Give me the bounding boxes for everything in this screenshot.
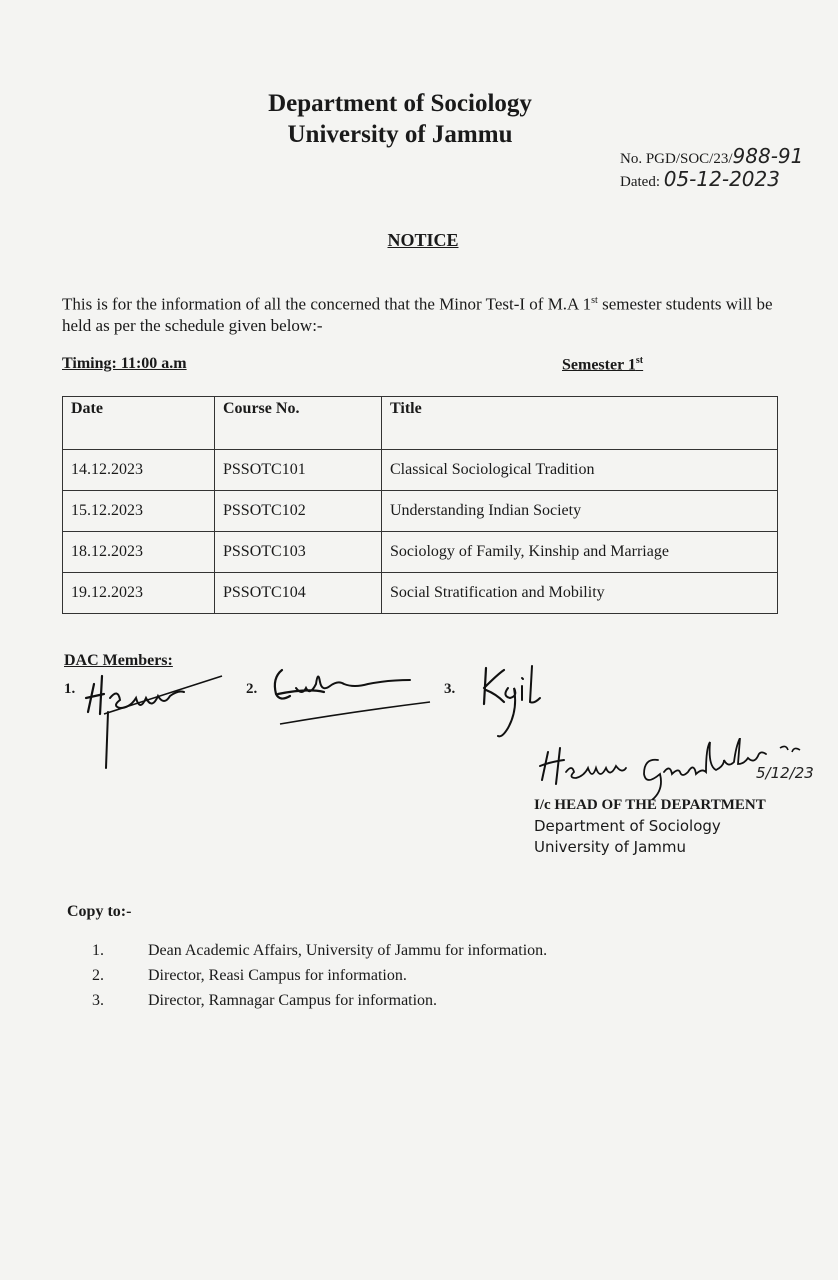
list-text: Director, Ramnagar Campus for information.	[148, 992, 438, 1009]
intro-text-end: semester students will be held as per the schedule given below:-	[62, 294, 773, 335]
reference-label: No. PGD/SOC/23/	[620, 151, 733, 167]
notice-title: NOTICE	[387, 230, 459, 250]
member-3-signature	[474, 660, 554, 750]
table-row	[63, 450, 778, 491]
list-item	[92, 938, 547, 963]
table-row	[63, 491, 778, 532]
header-date: Date	[63, 397, 215, 450]
member-number: 3.	[444, 681, 456, 697]
list-number: 3.	[92, 992, 104, 1009]
cell-date: 15.12.2023	[63, 491, 215, 532]
reference-block	[620, 146, 803, 192]
copy-to-label: Copy to:-	[67, 903, 132, 920]
dated-label: Dated:	[620, 174, 660, 190]
semester-text: Semester 1	[562, 356, 636, 374]
university-name: University of Jammu	[287, 121, 513, 148]
list-text: Director, Reasi Campus for information.	[148, 967, 407, 984]
cell-title: Understanding Indian Society	[382, 491, 778, 532]
cell-title: Classical Sociological Tradition	[382, 450, 778, 491]
cell-title: Sociology of Family, Kinship and Marriage	[382, 532, 778, 573]
list-number: 1.	[92, 942, 104, 959]
list-text: Dean Academic Affairs, University of Jammu for information.	[148, 942, 548, 959]
intro-superscript: st	[591, 295, 598, 306]
timing-label: Timing: 11:00 a.m	[62, 355, 187, 372]
member-number: 1.	[64, 681, 76, 697]
header-title: Title	[382, 397, 778, 450]
intro-text-start: This is for the information of all the concerned that the Minor Test-I of M.A 1	[62, 294, 592, 314]
table-header-row	[63, 397, 778, 450]
table-row	[63, 573, 778, 614]
header-course: Course No.	[215, 397, 382, 450]
reference-number: 988-91	[732, 144, 804, 168]
member-2-signature	[266, 664, 436, 734]
member-number: 2.	[246, 681, 258, 697]
list-item	[92, 963, 547, 988]
department-name: Department of Sociology	[268, 90, 532, 117]
list-number: 2.	[92, 967, 104, 984]
semester-label	[562, 355, 643, 374]
cell-course: PSSOTC104	[215, 573, 382, 614]
cell-date: 19.12.2023	[63, 573, 215, 614]
member-1-signature	[82, 664, 232, 774]
cell-date: 18.12.2023	[63, 532, 215, 573]
cell-title: Social Stratification and Mobility	[382, 573, 778, 614]
head-designation: I/c HEAD OF THE DEPARTMENT	[534, 797, 766, 813]
list-item	[92, 988, 547, 1013]
cell-course: PSSOTC102	[215, 491, 382, 532]
cell-date: 14.12.2023	[63, 450, 215, 491]
dated-value: 05-12-2023	[663, 167, 780, 191]
head-designation-block	[534, 795, 766, 858]
head-department: Department of Sociology	[534, 817, 721, 835]
copy-to-list	[92, 938, 547, 1013]
semester-superscript: st	[635, 355, 644, 366]
cell-course: PSSOTC103	[215, 532, 382, 573]
letterhead	[0, 88, 800, 150]
head-university: University of Jammu	[534, 838, 687, 856]
schedule-table	[62, 396, 778, 614]
table-row	[63, 532, 778, 573]
notice-intro	[62, 290, 792, 336]
cell-course: PSSOTC101	[215, 450, 382, 491]
head-sign-date: 5/12/23	[756, 764, 814, 782]
dac-members-label: DAC Members:	[64, 652, 173, 669]
